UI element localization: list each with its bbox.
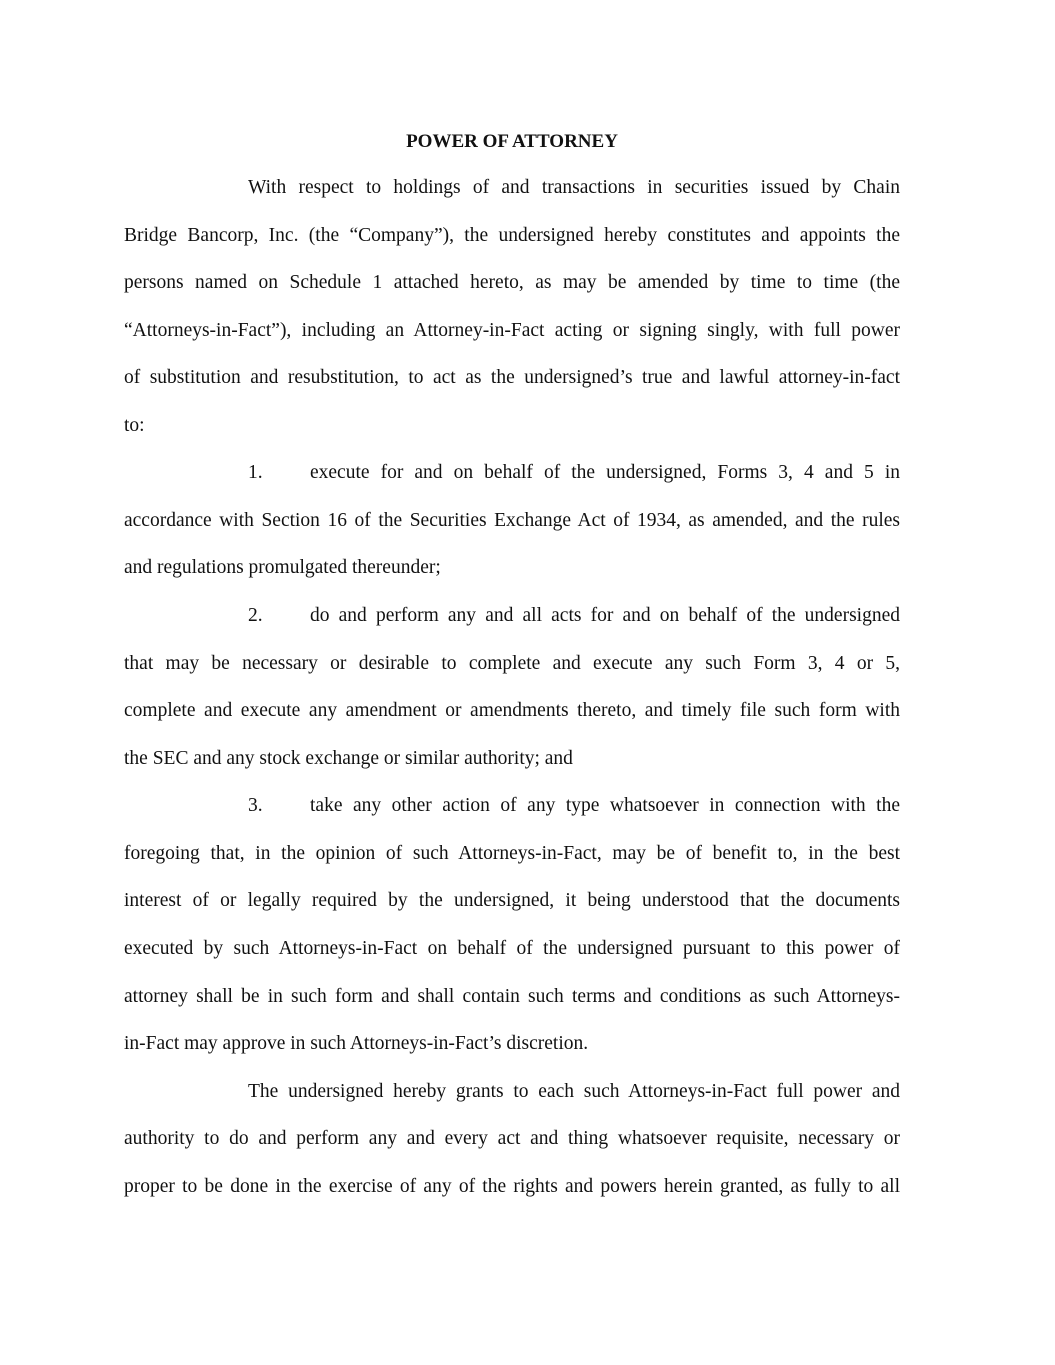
text-line: Bridge Bancorp, Inc. (the “Company”), the undersigned hereby constitutes and appoints the xyxy=(124,225,900,246)
text-line: the SEC and any stock exchange or similar authority; and xyxy=(124,748,573,769)
text-line: and regulations promulgated thereunder; xyxy=(124,557,441,578)
text-line: The undersigned hereby grants to each such Attorneys-in-Fact full power and xyxy=(248,1081,900,1102)
text-line: executed by such Attorneys-in-Fact on behalf of the undersigned pursuant to this power of xyxy=(124,938,900,959)
text-line: accordance with Section 16 of the Securities Exchange Act of 1934, as amended, and the rules xyxy=(124,510,900,531)
item-number: 1. xyxy=(248,462,263,483)
text-line: foregoing that, in the opinion of such Attorneys-in-Fact, may be of benefit to, in the best xyxy=(124,843,900,864)
text-line: take any other action of any type whatsoever in connection with the xyxy=(310,795,900,816)
text-line: interest of or legally required by the undersigned, it being understood that the documents xyxy=(124,890,900,911)
text-line: persons named on Schedule 1 attached hereto, as may be amended by time to time (the xyxy=(124,272,900,293)
text-line: to: xyxy=(124,415,145,436)
text-line: that may be necessary or desirable to complete and execute any such Form 3, 4 or 5, xyxy=(124,653,900,674)
text-line: do and perform any and all acts for and on behalf of the undersigned xyxy=(310,605,900,626)
text-line: authority to do and perform any and every act and thing whatsoever requisite, necessary or xyxy=(124,1128,900,1149)
item-number: 3. xyxy=(248,795,263,816)
text-line: of substitution and resubstitution, to act as the undersigned’s true and lawful attorney-in-fact xyxy=(124,367,900,388)
text-line: attorney shall be in such form and shall contain such terms and conditions as such Attorneys- xyxy=(124,986,900,1007)
text-line: in-Fact may approve in such Attorneys-in-Fact’s discretion. xyxy=(124,1033,589,1054)
text-line: execute for and on behalf of the undersigned, Forms 3, 4 and 5 in xyxy=(310,462,900,483)
text-line: proper to be done in the exercise of any of the rights and powers herein granted, as fully to all xyxy=(124,1176,900,1197)
text-line: complete and execute any amendment or amendments thereto, and timely file such form with xyxy=(124,700,900,721)
text-line: “Attorneys-in-Fact”), including an Attorney-in-Fact acting or signing singly, with full power xyxy=(124,320,900,341)
text-line: With respect to holdings of and transactions in securities issued by Chain xyxy=(248,177,900,198)
document-title: POWER OF ATTORNEY xyxy=(406,131,618,152)
item-number: 2. xyxy=(248,605,263,626)
